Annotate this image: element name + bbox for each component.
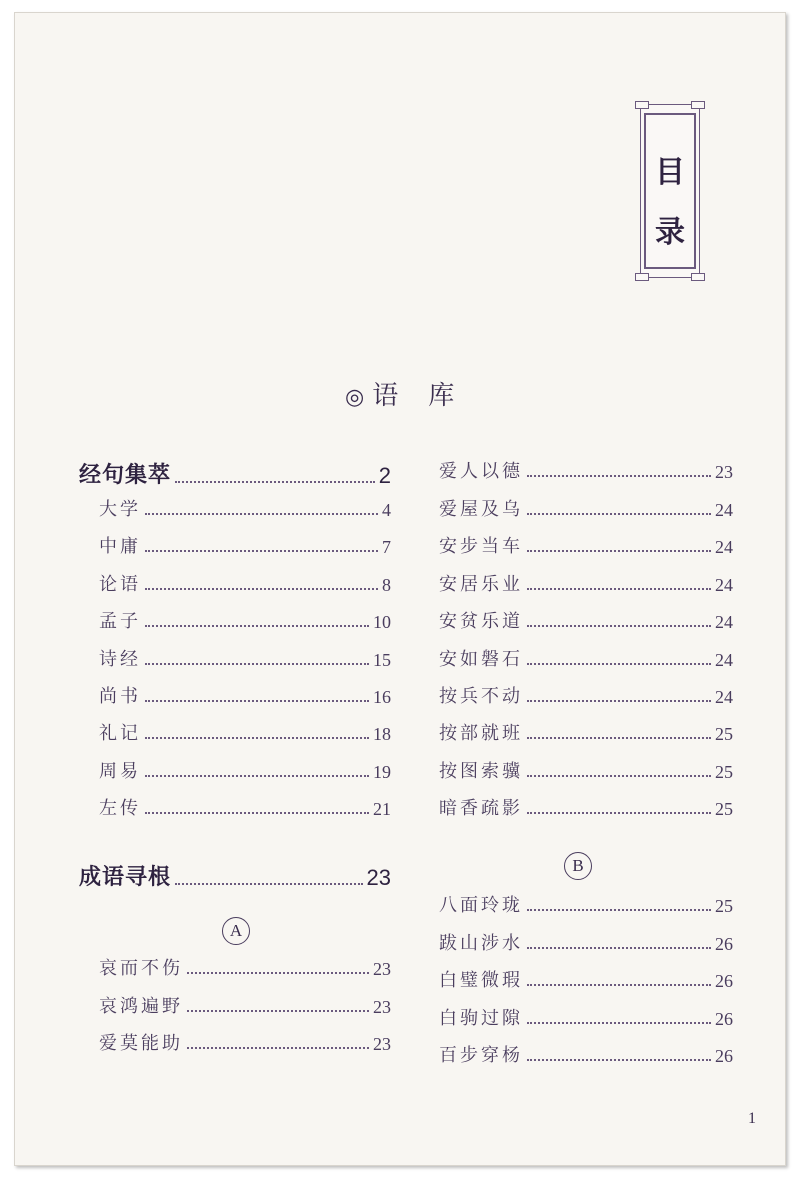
toc-entry-page: 24 [715, 575, 733, 595]
toc-entry-label: 经句集萃 [79, 463, 172, 488]
toc-entry-page: 16 [373, 687, 391, 707]
dot-leader [145, 625, 369, 627]
toc-entry-label: 按部就班 [439, 723, 523, 744]
toc-entry-label: 爱莫能助 [99, 1033, 183, 1054]
toc-entry-page: 15 [373, 650, 391, 670]
toc-entry-page: 23 [373, 997, 391, 1017]
toc-entry-label: 大学 [99, 499, 141, 520]
toc-entry-page: 10 [373, 612, 391, 632]
toc-entry-page: 4 [382, 500, 391, 520]
dot-leader [175, 481, 375, 483]
dot-leader [145, 812, 369, 814]
toc-entry-page: 24 [715, 612, 733, 632]
toc-entry-label: 八面玲珑 [439, 895, 523, 916]
bullseye-icon: ◎ [345, 385, 367, 410]
dot-leader [527, 700, 711, 702]
toc-entry-page: 26 [715, 1046, 733, 1066]
book-page [14, 12, 786, 1166]
toc-entry[interactable] [99, 570, 391, 596]
toc-entry[interactable] [439, 570, 733, 596]
toc-entry-page: 23 [373, 1034, 391, 1054]
toc-entry-label: 爱人以德 [439, 461, 523, 482]
dot-leader [145, 737, 369, 739]
toc-entry-page: 23 [715, 462, 733, 482]
dot-leader [187, 1010, 369, 1012]
toc-title-char-2: 录 [655, 215, 685, 250]
toc-entry[interactable] [439, 1041, 733, 1067]
toc-entry-label: 左传 [99, 798, 141, 819]
dot-leader [527, 812, 711, 814]
toc-entry-label: 中庸 [99, 536, 141, 557]
toc-entry-label: 按兵不动 [439, 686, 523, 707]
dot-leader [145, 513, 378, 515]
toc-entry[interactable] [99, 794, 391, 820]
toc-entry-page: 21 [373, 799, 391, 819]
toc-entry-label: 跋山涉水 [439, 933, 523, 954]
letter-group-a: A [222, 917, 250, 945]
toc-entry[interactable] [99, 645, 391, 671]
dot-leader [527, 984, 711, 986]
dot-leader [527, 588, 711, 590]
toc-entry-label: 安如磐石 [439, 649, 523, 670]
toc-entry-label: 哀而不伤 [99, 958, 183, 979]
toc-entry-label: 安步当车 [439, 536, 523, 557]
toc-entry-label: 诗经 [99, 649, 141, 670]
dot-leader [527, 550, 711, 552]
toc-entry-page: 25 [715, 799, 733, 819]
toc-entry[interactable] [439, 682, 733, 708]
toc-entry-label: 百步穿杨 [439, 1045, 523, 1066]
toc-entry[interactable] [99, 532, 391, 558]
dot-leader [145, 775, 369, 777]
dot-leader [527, 513, 711, 515]
frame-corner-ornament [691, 101, 705, 109]
dot-leader [527, 947, 711, 949]
dot-leader [527, 909, 711, 911]
toc-entry-page: 26 [715, 934, 733, 954]
toc-entry[interactable] [99, 992, 391, 1018]
toc-entry-label: 白驹过隙 [439, 1008, 523, 1029]
toc-entry-page: 26 [715, 1009, 733, 1029]
toc-entry[interactable] [439, 719, 733, 745]
toc-entry-label: 成语寻根 [79, 865, 172, 890]
section-title: 语 库 [372, 381, 457, 411]
toc-entry-page: 24 [715, 537, 733, 557]
toc-title-frame [640, 104, 700, 278]
toc-entry[interactable] [439, 891, 733, 917]
toc-entry-page: 26 [715, 971, 733, 991]
toc-entry[interactable] [439, 457, 733, 483]
frame-corner-ornament [635, 101, 649, 109]
toc-entry-page: 19 [373, 762, 391, 782]
dot-leader [527, 625, 711, 627]
toc-entry[interactable] [99, 607, 391, 633]
toc-entry[interactable] [439, 607, 733, 633]
dot-leader [527, 775, 711, 777]
toc-entry-page: 2 [378, 463, 391, 488]
toc-entry-label: 按图索骥 [439, 761, 523, 782]
letter-group-b: B [564, 852, 592, 880]
toc-entry-page: 7 [382, 537, 391, 557]
dot-leader [527, 1059, 711, 1061]
toc-entry-page: 8 [382, 575, 391, 595]
toc-entry-label: 礼记 [99, 723, 141, 744]
toc-entry-label: 白璧微瑕 [439, 970, 523, 991]
toc-entry[interactable] [99, 954, 391, 980]
toc-entry[interactable] [99, 719, 391, 745]
toc-entry-page: 23 [366, 865, 391, 890]
toc-entry-label: 暗香疏影 [439, 798, 523, 819]
toc-entry-label: 周易 [99, 761, 141, 782]
toc-entry[interactable] [439, 966, 733, 992]
toc-entry-label: 安居乐业 [439, 574, 523, 595]
toc-entry-page: 23 [373, 959, 391, 979]
toc-entry-page: 25 [715, 896, 733, 916]
toc-entry[interactable] [99, 757, 391, 783]
toc-entry[interactable] [439, 794, 733, 820]
toc-entry-page: 24 [715, 687, 733, 707]
dot-leader [145, 663, 369, 665]
toc-entry-page: 24 [715, 500, 733, 520]
dot-leader [527, 475, 711, 477]
toc-entry-label: 爱屋及乌 [439, 499, 523, 520]
toc-entry[interactable] [439, 645, 733, 671]
frame-corner-ornament [635, 273, 649, 281]
toc-entry-label: 安贫乐道 [439, 611, 523, 632]
toc-entry-page: 18 [373, 724, 391, 744]
toc-entry-label: 孟子 [99, 611, 141, 632]
toc-entry-label: 尚书 [99, 686, 141, 707]
section-heading [345, 375, 456, 412]
toc-entry[interactable] [439, 532, 733, 558]
toc-entry-major[interactable] [79, 859, 391, 891]
toc-entry[interactable] [439, 929, 733, 955]
dot-leader [527, 1022, 711, 1024]
toc-entry-page: 25 [715, 724, 733, 744]
toc-entry[interactable] [439, 495, 733, 521]
toc-entry[interactable] [99, 1029, 391, 1055]
dot-leader [175, 883, 363, 885]
frame-corner-ornament [691, 273, 705, 281]
dot-leader [527, 737, 711, 739]
toc-entry-page: 25 [715, 762, 733, 782]
page-number: 1 [748, 1110, 756, 1127]
toc-title-char-1: 目 [655, 155, 685, 190]
toc-entry-label: 论语 [99, 574, 141, 595]
toc-entry[interactable] [99, 495, 391, 521]
dot-leader [187, 1047, 369, 1049]
dot-leader [145, 700, 369, 702]
dot-leader [145, 588, 378, 590]
toc-entry-major[interactable] [79, 457, 391, 489]
dot-leader [527, 663, 711, 665]
toc-entry[interactable] [439, 1004, 733, 1030]
dot-leader [145, 550, 378, 552]
toc-entry-page: 24 [715, 650, 733, 670]
dot-leader [187, 972, 369, 974]
toc-entry-label: 哀鸿遍野 [99, 996, 183, 1017]
toc-entry[interactable] [439, 757, 733, 783]
toc-entry[interactable] [99, 682, 391, 708]
